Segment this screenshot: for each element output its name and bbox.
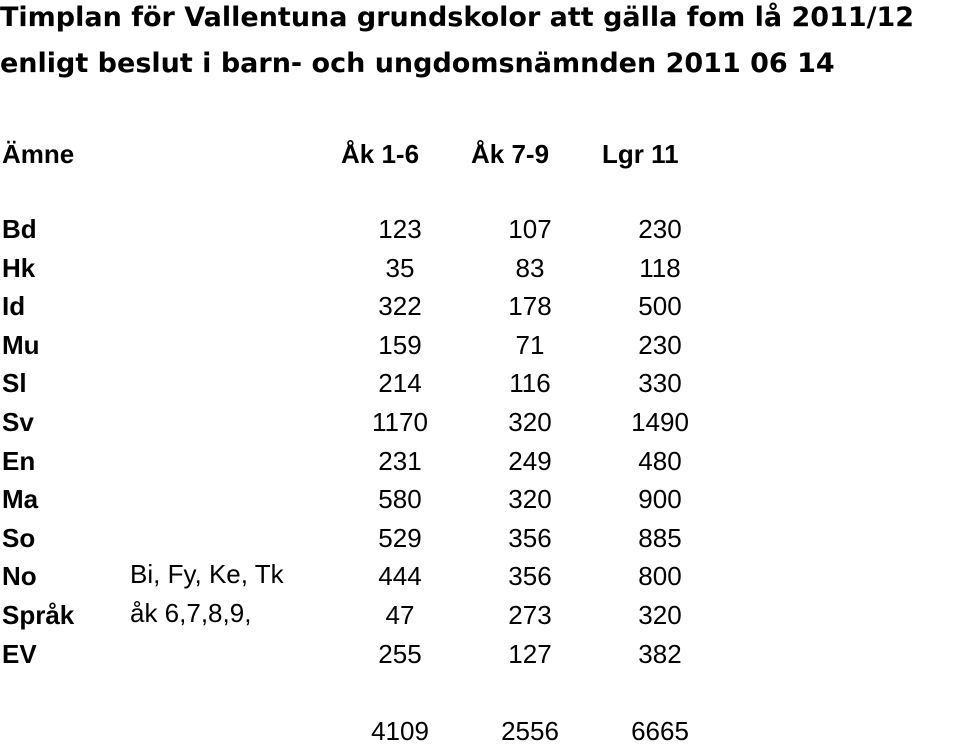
ak-1-6-cell: 123 — [378, 214, 422, 244]
total-lgr11: 6665 — [631, 716, 689, 746]
ak-1-6-cell: 322 — [378, 291, 422, 322]
ak-7-9-cell: 71 — [515, 329, 545, 360]
table-row — [0, 442, 960, 480]
lgr11-cell: 330 — [638, 368, 682, 399]
total-ak-7-9: 2556 — [501, 716, 559, 746]
ak-7-9-cell: 320 — [508, 407, 552, 437]
lgr11-cell: 118 — [639, 252, 681, 283]
table-row — [0, 364, 960, 402]
header-ak-7-9: Åk 7-9 — [471, 139, 550, 169]
ak-1-6-cell: 529 — [378, 522, 422, 553]
ak-1-6-cell: 231 — [378, 445, 422, 476]
subject-cell: Ma — [2, 484, 39, 515]
header-subject: Ämne — [2, 139, 75, 169]
table-row — [0, 403, 960, 441]
totals-row — [0, 712, 960, 750]
header-lgr11: Lgr 11 — [602, 139, 679, 169]
ak-1-6-cell: 35 — [385, 252, 415, 283]
lgr11-cell: 382 — [638, 638, 682, 669]
subject-cell: So — [2, 522, 36, 553]
lgr11-cell: 320 — [638, 600, 682, 630]
page-title: Timplan för Vallentuna grundskolor att gälla fom lå 2011/12 — [0, 2, 915, 33]
ak-7-9-cell: 356 — [508, 522, 552, 553]
ak-1-6-cell: 1170 — [372, 407, 428, 437]
table-row — [0, 249, 960, 287]
ak-7-9-cell: 249 — [508, 445, 552, 476]
table-row — [0, 635, 960, 673]
note-cell: Bi, Fy, Ke, Tk — [130, 559, 284, 590]
subject-cell: En — [2, 445, 36, 476]
ak-7-9-cell: 320 — [508, 484, 552, 515]
note-cell: åk 6,7,8,9, — [130, 598, 252, 628]
ak-1-6-cell: 214 — [378, 368, 422, 399]
subject-cell: Hk — [2, 252, 36, 283]
subject-cell: EV — [2, 638, 37, 669]
table-row — [0, 557, 960, 595]
table-row — [0, 210, 960, 248]
table-row — [0, 596, 960, 634]
lgr11-cell: 900 — [638, 484, 682, 515]
header-ak-1-6: Åk 1-6 — [341, 139, 420, 169]
ak-1-6-cell: 159 — [378, 329, 422, 360]
ak-1-6-cell: 444 — [378, 561, 422, 592]
ak-7-9-cell: 356 — [508, 561, 552, 592]
subject-cell: Sl — [2, 368, 27, 399]
table-row — [0, 519, 960, 557]
subject-cell: Id — [2, 291, 26, 322]
ak-1-6-cell: 47 — [385, 600, 415, 630]
lgr11-cell: 800 — [638, 561, 682, 592]
subject-cell: No — [2, 561, 37, 592]
subject-cell: Språk — [2, 600, 75, 630]
ak-1-6-cell: 255 — [378, 638, 422, 669]
lgr11-cell: 500 — [638, 291, 682, 322]
table-row — [0, 287, 960, 325]
lgr11-cell: 230 — [638, 329, 682, 360]
total-ak-1-6: 4109 — [371, 716, 429, 746]
page-subtitle: enligt beslut i barn- och ungdomsnämnden 2011 06 14 — [0, 48, 835, 79]
ak-7-9-cell: 83 — [515, 252, 545, 283]
ak-1-6-cell: 580 — [378, 484, 422, 515]
ak-7-9-cell: 116 — [509, 368, 551, 399]
lgr11-cell: 230 — [638, 214, 682, 244]
ak-7-9-cell: 178 — [508, 291, 552, 322]
ak-7-9-cell: 273 — [508, 600, 552, 630]
lgr11-cell: 885 — [638, 522, 682, 553]
table-row — [0, 326, 960, 364]
subject-cell: Bd — [2, 214, 37, 244]
ak-7-9-cell: 127 — [508, 638, 552, 669]
subject-cell: Sv — [2, 407, 34, 437]
table-row — [0, 480, 960, 518]
subject-cell: Mu — [2, 329, 40, 360]
lgr11-cell: 480 — [638, 445, 682, 476]
ak-7-9-cell: 107 — [508, 214, 552, 244]
lgr11-cell: 1490 — [631, 407, 689, 437]
